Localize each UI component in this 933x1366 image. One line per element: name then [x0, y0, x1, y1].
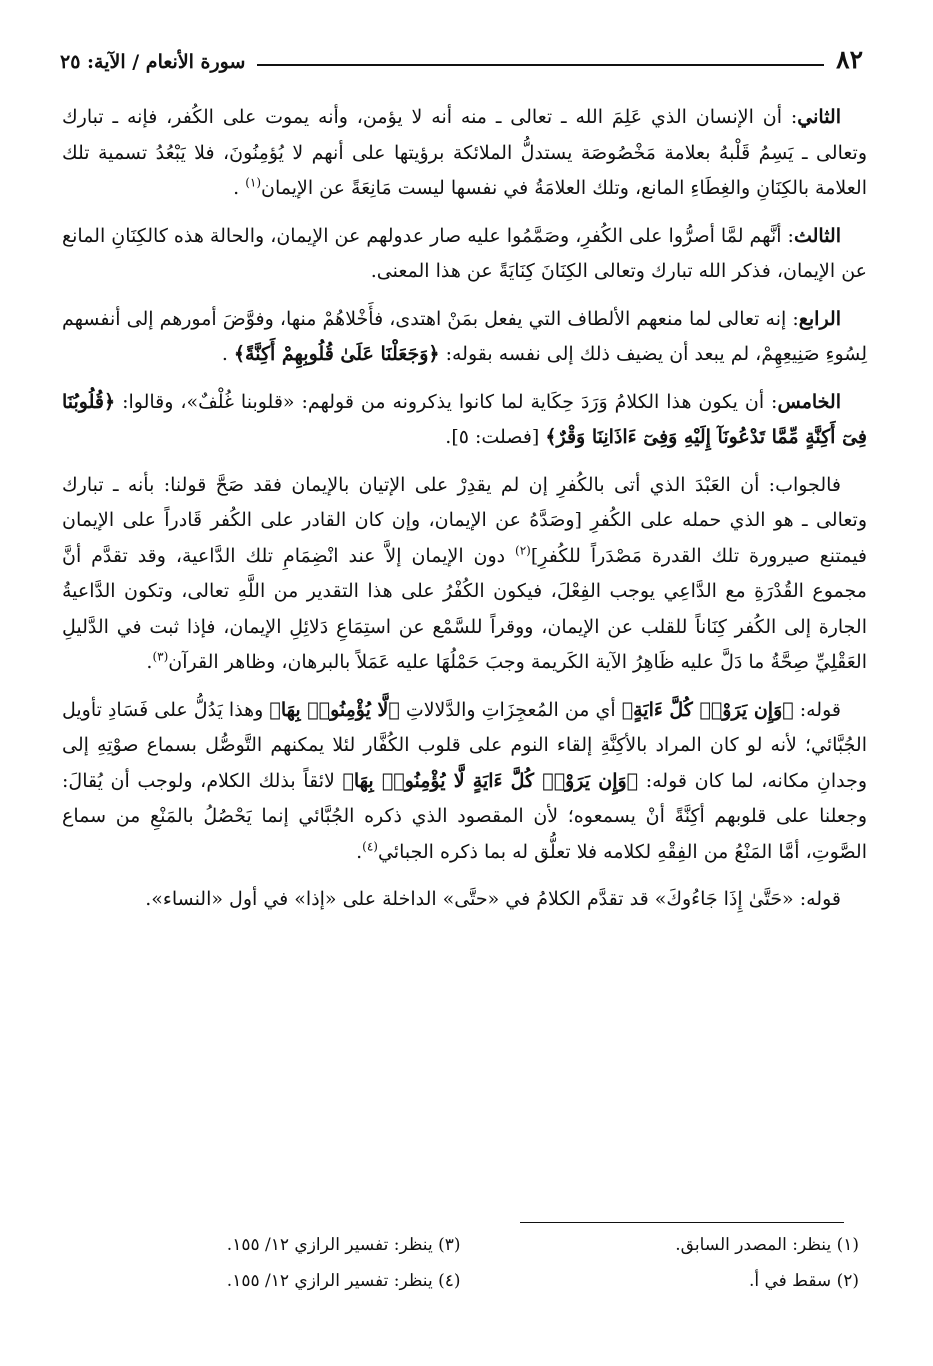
footnote-3	[62, 1232, 461, 1258]
footnote-1	[461, 1232, 860, 1258]
footnote-number: (٣)	[438, 1235, 461, 1255]
quran-verse: ﴿لَّا يُؤْمِنُوا۟ بِهَا﴾	[269, 698, 400, 721]
footnote-number: (٤)	[438, 1271, 461, 1291]
comment-text-5: .	[356, 840, 363, 863]
main-text	[62, 100, 867, 930]
term-third: الثالث	[793, 224, 841, 247]
footnote-text: سقط في أ.	[748, 1271, 832, 1291]
header-rule	[257, 64, 824, 66]
paragraph-fourth-end: .	[221, 343, 228, 365]
page-header	[60, 38, 863, 72]
footnote-number: (٢)	[836, 1271, 859, 1291]
footnote-text: ينظر: تفسير الرازي ١٢/ ١٥٥.	[226, 1235, 433, 1255]
paragraph-second-end: .	[233, 177, 240, 199]
term-fourth: الرابع	[798, 307, 841, 330]
comment-text-4: لائقاً بذلك الكلام، ولوجب أن يُقالَ: وجعلنا على قلوبهم أكِنَّةً أنْ يسمعوه؛ لأن المقصود الذي ذكره الجُبَّائي إنما يَحْصُلُ بالمَنْعِ من سماع الصَّوتِ، أمَّا المَنْعُ من الفِقْهِ لكلامه فلا تعلُّق له بما ذكره الجبائي	[62, 769, 867, 863]
hatta-text: قوله: «حَتَّىٰ إِذَا جَاءُوكَ» قد تقدَّم الكلامُ في «حتَّى» الداخلة على «إذا» في أول «النساء».	[145, 888, 841, 910]
comment-text-2: أي من المُعجِزَاتِ والدَّلالاتِ	[405, 698, 616, 721]
answer-text-2: دون الإيمان إلاَّ عند انْضِمَامِ تلك الدَّاعية، وقد تقدَّم أنَّ مجموع القُدْرَةِ مع الدَّاعِي يوجب الفِعْلَ، فيكون الكُفْرُ على هذا التقدير من اللَّهِ تعالى، وتكون الدَّاعيةُ الجارة إلى الكُفر كِنَاناً للقلب عن الإيمان، ووقراً للسَّمْع عن استِمَاعِ دَلائِلِ الإيمان، فإذا ثبت في الدَّليلِ العَقْلِيِّ صِحَّةُ ما دَلَّ عليه ظَاهِرُ الآية الكَريمة وجبَ حَمْلُهَا عليه عَمَلاً بالبرهان، وظاهر القرآن	[62, 544, 867, 673]
footnote-ref-4: (٤)	[362, 839, 378, 854]
sura-reference: [فصلت: ٥].	[445, 426, 540, 448]
page-number: ٨٢	[836, 45, 863, 74]
footnote-number: (١)	[836, 1235, 859, 1255]
answer-text-3: .	[146, 651, 153, 673]
answer-text-1: فالجواب: أن العَبْدَ الذي أتى بالكُفرِ إن لم يقدِرْ على الإتيان بالإيمان فقد صَحَّ قولنا: بأنه ـ تبارك وتعالى ـ هو الذي حمله على الكُفرِ [وصَدَّهُ عن الإيمان، وإن كان القادر على الكُفر قَادراً على الإيمان فيمتنع صيرورة تلك القدرة مَصْدَراً للكُفرِ]	[62, 473, 868, 567]
footnote-4	[62, 1268, 461, 1294]
quran-verse: ﴿وَإِن يَرَوْا۟ كُلَّ ءَايَةٍ لَّا يُؤْمِنُوا۟ بِهَا﴾	[342, 769, 639, 792]
paragraph-fifth-text: : أن يكون هذا الكلامُ وَرَدَ حِكَاية لما كانوا يذكرونه من قولهم: «قلوبنا غُلْفٌ»، وقالوا:	[122, 390, 778, 413]
paragraph-second	[62, 100, 867, 207]
paragraph-second-text: : أن الإنسان الذي عَلِمَ الله ـ تعالى ـ منه أنه لا يؤمن، وأنه يموت على الكُفر، فإنه ـ تبارك وتعالى ـ يَسِمُ قَلْبهُ بعلامة مَخْصُوصَة يستدلُّ الملائكة برؤيتها على أنهم لا يُؤمِنُونَ، فلا يَبْعُدُ تسمية تلك العلامة بالكِنَانِ والغِطَاءِ المانع، وتلك العلامَةُ في نفسها ليست مَانِعَةً عن الإيمان	[62, 106, 867, 199]
footnote-ref-1: (١)	[245, 175, 262, 190]
footnote-ref-3: (٣)	[152, 649, 169, 664]
quran-verse: ﴿قُلُوبُنَا فِىٓ أَكِنَّةٍ مِّمَّا تَدْعُونَآ إِلَيْهِ وَفِىٓ ءَاذَانِنَا وَقْرٌ﴾	[62, 390, 867, 448]
footnote-divider	[520, 1222, 844, 1223]
term-fifth: الخامس	[777, 390, 841, 413]
paragraph-verse-comment	[62, 693, 867, 871]
paragraph-fifth	[62, 385, 867, 456]
footnotes	[62, 1232, 859, 1294]
footnote-text: ينظر: المصدر السابق.	[675, 1235, 832, 1255]
comment-text-1: قوله:	[799, 698, 841, 721]
paragraph-third-text: : أنَّهم لمَّا أصرُّوا على الكُفرِ، وصَمَّمُوا عليه صار عدولهم عن الإيمان، والحالة هذه كالكِنَانِ المانع عن الإيمان، فذكر الله تبارك وتعالى الكِنَانَ كِنَايَةً عن هذا المعنى.	[62, 224, 867, 282]
quran-verse: ﴿وَجَعَلْنَا عَلَىٰ قُلُوبِهِمْ أَكِنَّةً﴾	[233, 343, 440, 365]
paragraph-answer	[62, 468, 867, 681]
footnote-text: ينظر: تفسير الرازي ١٢/ ١٥٥.	[226, 1271, 433, 1291]
quran-verse: ﴿وَإِن يَرَوْا۟ كُلَّ ءَايَةٍ﴾	[621, 698, 794, 721]
paragraph-fourth	[62, 302, 867, 373]
comment-text-3: وهذا يَدُلُّ على فَسَادِ تأويل الجُبَّائي؛ لأنه لو كان المراد بالأكِنَّةِ إلقاء النوم على قلوب الكُفَّار لئلا يمكنهم التَّوصُّل بسماع صوْتِهِ إلى وجدانِ مكانه، لما كان قوله:	[62, 698, 868, 792]
term-second: الثاني	[797, 106, 841, 128]
paragraph-third	[62, 219, 867, 290]
paragraph-fourth-text: : إنه تعالى لما منعهم الألطاف التي يفعل بمَنْ اهتدى، فأَخْلاهُمْ منها، وفوَّضَ أمورهم إلى أنفسهم لِسُوءِ صَنِيعِهِمْ، لم يبعد أن يضيف ذلك إلى نفسه بقوله:	[62, 307, 867, 365]
footnote-ref-2: (٢)	[515, 543, 531, 558]
sura-title: سورة الأنعام / الآية: ٢٥	[60, 51, 246, 73]
footnote-2	[461, 1268, 860, 1294]
paragraph-hatta	[62, 882, 867, 918]
